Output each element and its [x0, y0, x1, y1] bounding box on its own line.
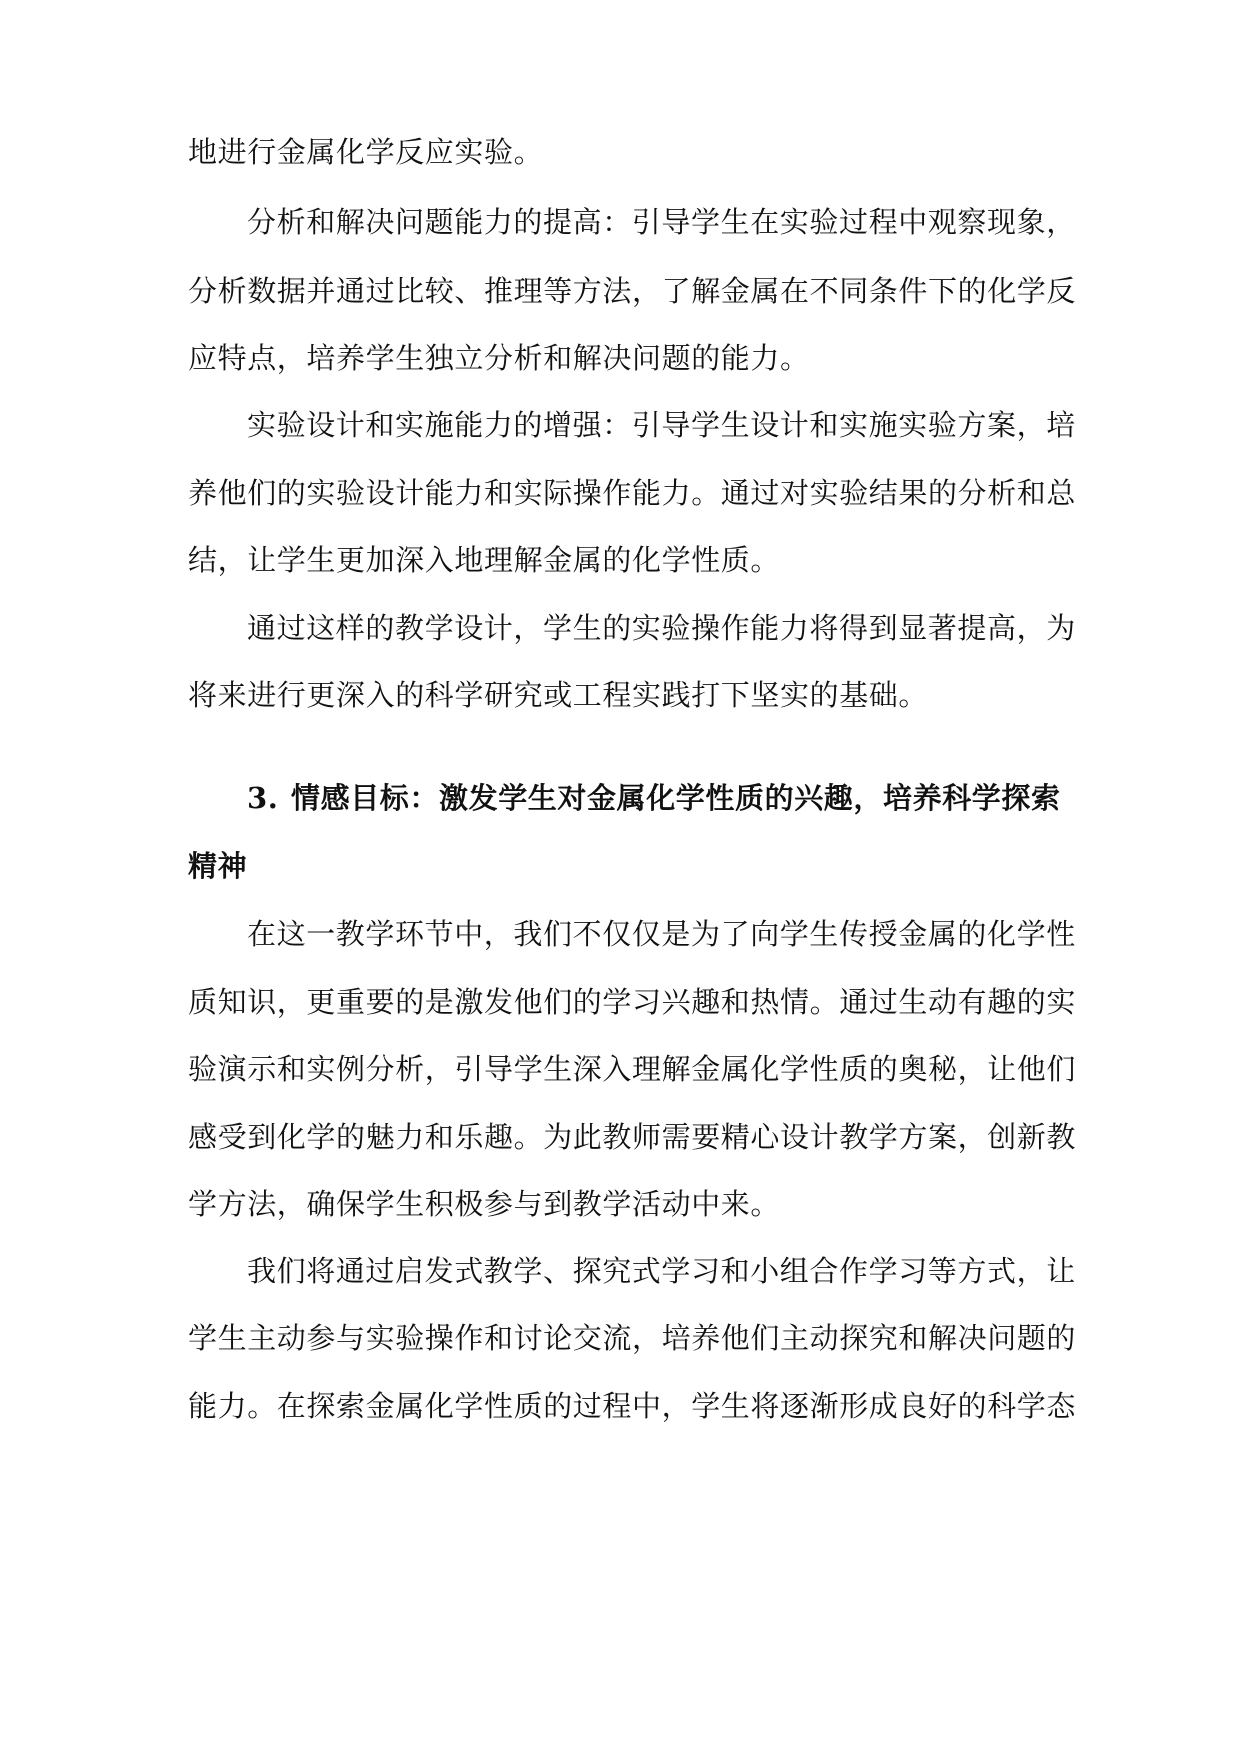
paragraph-line: 感受到化学的魅力和乐趣。为此教师需要精心设计教学方案，创新教 [188, 1120, 1077, 1154]
paragraph-line: 分析数据并通过比较、推理等方法，了解金属在不同条件下的化学反 [188, 274, 1077, 308]
paragraph-line: 验演示和实例分析，引导学生深入理解金属化学性质的奥秘，让他们 [188, 1052, 1077, 1086]
paragraph-line: 地进行金属化学反应实验。 [188, 135, 544, 169]
paragraph-first-line: 分析和解决问题能力的提高：引导学生在实验过程中观察现象， [247, 205, 1076, 239]
paragraph-line: 结，让学生更加深入地理解金属的化学性质。 [188, 543, 781, 577]
section-heading-continuation: 精神 [188, 849, 248, 883]
paragraph-first-line: 我们将通过启发式教学、探究式学习和小组合作学习等方式，让 [247, 1254, 1076, 1288]
paragraph-first-line: 实验设计和实施能力的增强：引导学生设计和实施实验方案，培 [247, 408, 1076, 442]
paragraph-first-line: 通过这样的教学设计，学生的实验操作能力将得到显著提高，为 [247, 611, 1076, 645]
paragraph-line: 学生主动参与实验操作和讨论交流，培养他们主动探究和解决问题的 [188, 1321, 1077, 1355]
section-number: 3. [247, 781, 279, 815]
paragraph-line: 应特点，培养学生独立分析和解决问题的能力。 [188, 341, 810, 375]
paragraph-line: 能力。在探索金属化学性质的过程中，学生将逐渐形成良好的科学态 [188, 1389, 1077, 1423]
paragraph-line: 养他们的实验设计能力和实际操作能力。通过对实验结果的分析和总 [188, 476, 1077, 510]
paragraph-line: 质知识，更重要的是激发他们的学习兴趣和热情。通过生动有趣的实 [188, 985, 1077, 1019]
paragraph-first-line: 在这一教学环节中，我们不仅仅是为了向学生传授金属的化学性 [247, 917, 1076, 951]
section-heading [247, 778, 1061, 818]
section-heading-text: 情感目标：激发学生对金属化学性质的兴趣，培养科学探索 [291, 781, 1061, 815]
paragraph-line: 学方法，确保学生积极参与到教学活动中来。 [188, 1187, 781, 1221]
paragraph-line: 将来进行更深入的科学研究或工程实践打下坚实的基础。 [188, 678, 929, 712]
